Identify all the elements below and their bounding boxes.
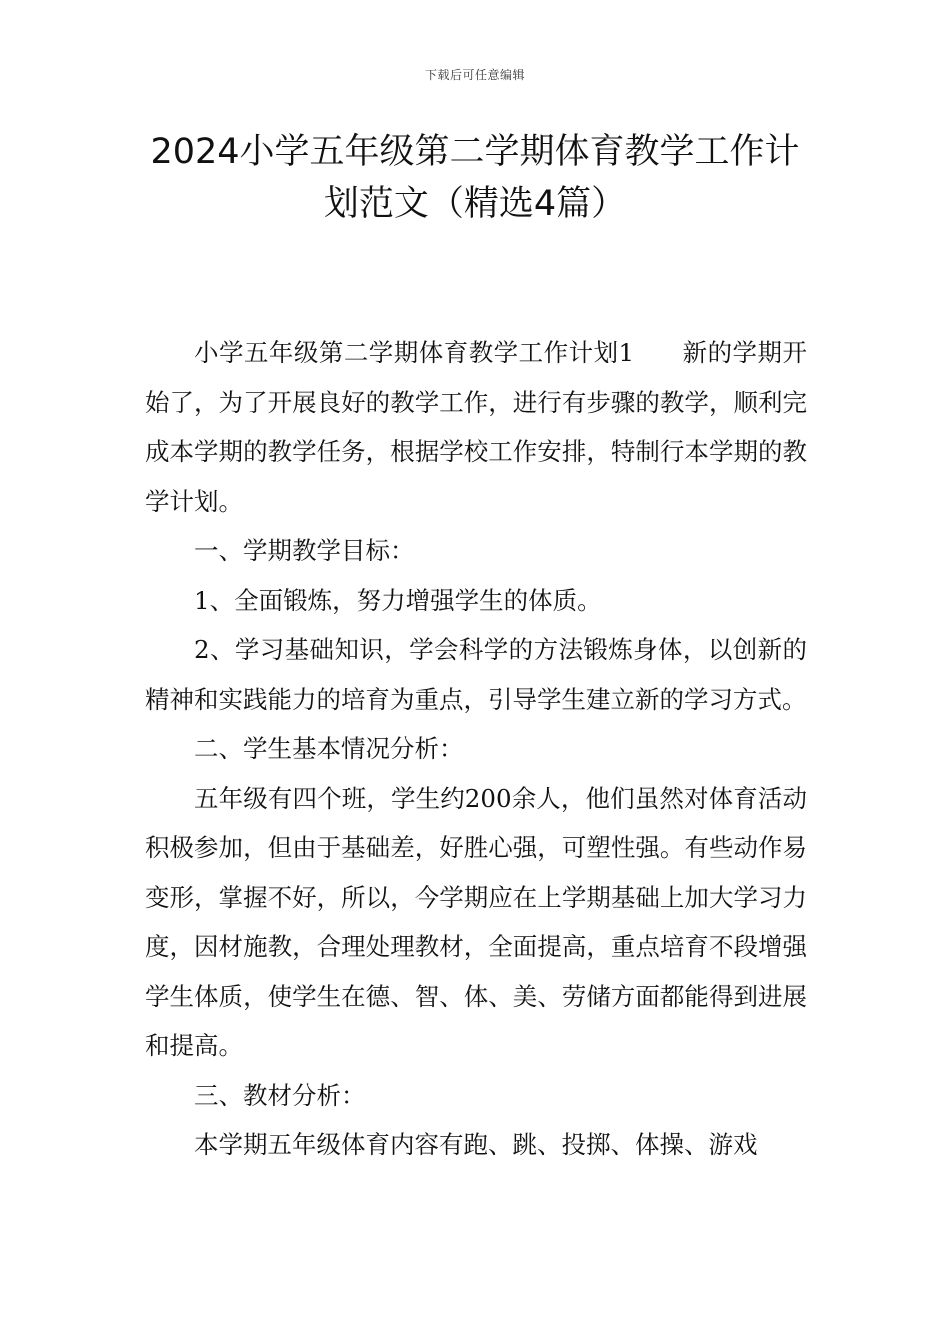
document-body (145, 328, 807, 1170)
intro-text: 新的学期开始了，为了开展良好的教学工作，进行有步骤的教学，顺利完成本学期的教学任务，根据学校工作安排，特制行本学期的教学计划。 (145, 338, 808, 516)
header-note: 下载后可任意编辑 (424, 68, 525, 82)
goal-item-1: 1、全面锻炼，努力增强学生的体质。 (194, 585, 602, 615)
section-heading-students: 二、学生基本情况分析： (194, 734, 464, 763)
students-analysis-paragraph: 五年级有四个班，学生约200余人，他们虽然对体育活动积极参加，但由于基础差，好胜心强，可塑性强。有些动作易变形，掌握不好，所以，今学期应在上学期基础上加大学习力度，因材施教，合理处理教材，全面提高，重点培育不段增强学生体质，使学生在德、智、体、美、劳储方面都能得到进展和提高。 (145, 783, 807, 1060)
intro-heading: 小学五年级第二学期体育教学工作计划1 (194, 338, 635, 367)
goal-item-2: 2、学习基础知识，学会科学的方法锻炼身体，以创新的精神和实践能力的培育为重点，引导学生建立新的学习方式。 (145, 635, 807, 714)
section-heading-goals: 一、学期教学目标： (194, 536, 415, 565)
intro-paragraph (145, 328, 807, 526)
document-title: 2024小学五年级第二学期体育教学工作计划范文（精选4篇） (150, 132, 800, 224)
section-heading-materials: 三、教材分析： (194, 1080, 366, 1110)
materials-paragraph: 本学期五年级体育内容有跑、跳、投掷、体操、游戏 (194, 1130, 758, 1159)
